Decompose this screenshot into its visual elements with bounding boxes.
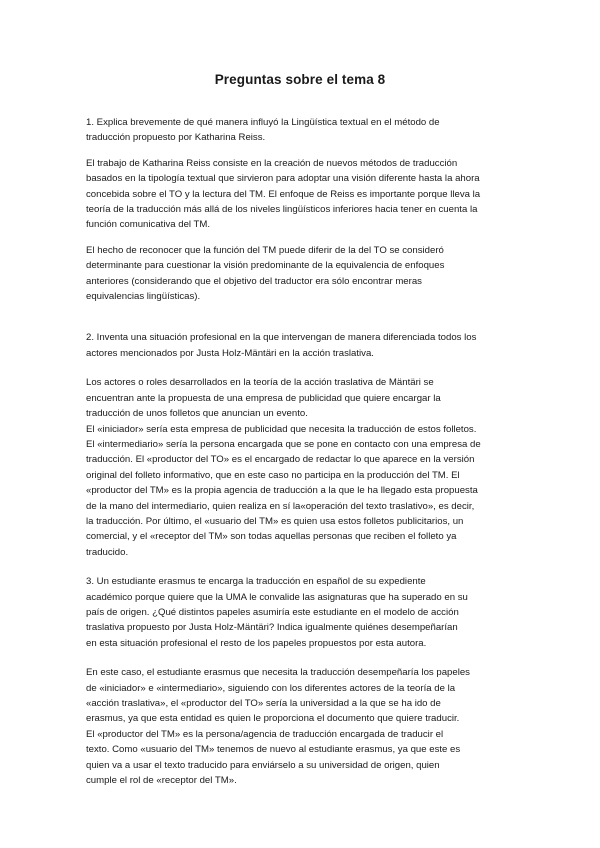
answer-line: teoría de la traducción más allá de los niveles lingüísticos inferiores hacia tener en cuenta la bbox=[86, 204, 478, 216]
answer-line: determinante para cuestionar la visión predominante de la equivalencia de enfoques bbox=[86, 260, 445, 272]
section-2 bbox=[86, 330, 514, 560]
answer-line: cumple el rol de «receptor del TM». bbox=[86, 775, 237, 787]
answer-line: texto. Como «usuario del TM» tenemos de nuevo al estudiante erasmus, ya que este es bbox=[86, 744, 461, 756]
question-3 bbox=[86, 574, 514, 651]
answer-line: El «iniciador» sería esta empresa de publicidad que necesita la traducción de estos folletos. bbox=[86, 423, 477, 435]
question-2 bbox=[86, 330, 514, 361]
answer-line: de «iniciador» e «intermediario», siguiendo con los diferentes actores de la teoría de la bbox=[86, 682, 456, 694]
section-3 bbox=[86, 574, 514, 788]
answer-line: función comunicativa del TM. bbox=[86, 219, 211, 231]
answer-1-paragraph-1 bbox=[86, 156, 514, 233]
question-3-line: país de origen. ¿Qué distintos papeles asumiría este estudiante en el modelo de acción bbox=[86, 606, 459, 618]
question-3-line: traslativa propuesto por Justa Holz-Mäntäri? Indica igualmente quiénes desempeñarían bbox=[86, 622, 458, 634]
answer-line: anteriores (considerando que el objetivo del traductor era sólo encontrar meras bbox=[86, 275, 422, 287]
answer-line: El «intermediario» sería la persona encargada que se pone en contacto con una empresa de bbox=[86, 438, 481, 450]
answer-line: encuentran ante la propuesta de una empresa de publicidad que quiere encargar la bbox=[86, 392, 441, 404]
question-1-line: 1. Explica brevemente de qué manera influyó la Lingüística textual en el método de bbox=[86, 117, 440, 128]
answer-line: la traducción. Por último, el «usuario del TM» es quien usa estos folletos publicitarios, un bbox=[86, 515, 464, 527]
answer-line: original del folleto informativo, que en este caso no participa en la producción del TM. El bbox=[86, 469, 460, 481]
answer-line: erasmus, ya que esta entidad es quien le proporciona el documento que quiere traducir. bbox=[86, 713, 460, 725]
question-3-line: en esta situación profesional el resto de los papeles propuestos por esta autora. bbox=[86, 637, 427, 649]
question-2-line: 2. Inventa una situación profesional en la que intervengan de manera diferenciada todos los bbox=[86, 332, 477, 344]
page-title: Preguntas sobre el tema 8 bbox=[214, 72, 386, 87]
question-1-line: traducción propuesto por Katharina Reiss. bbox=[86, 132, 266, 144]
answer-line: Los actores o roles desarrollados en la teoría de la acción traslativa de Mäntäri se bbox=[86, 377, 434, 389]
answer-1-paragraph-2 bbox=[86, 243, 514, 305]
question-1 bbox=[86, 115, 514, 146]
question-3-line: 3. Un estudiante erasmus te encarga la traducción en español de su expediente bbox=[86, 576, 426, 588]
answer-2-paragraph-1 bbox=[86, 375, 514, 560]
question-3-line: académico porque quiere que la UMA le convalide las asignaturas que ha superado en su bbox=[86, 591, 468, 603]
answer-line: equivalencias lingüísticas). bbox=[86, 291, 201, 303]
answer-line: El hecho de reconocer que la función del TM puede diferir de la del TO se consideró bbox=[86, 244, 444, 256]
answer-line: de la mano del intermediario, quien realiza en sí la«operación del texto traslativo», es decir, bbox=[86, 500, 475, 512]
answer-line: traducción. El «productor del TO» es el encargado de redactar lo que aparece en la versión bbox=[86, 454, 475, 466]
question-2-line: actores mencionados por Justa Holz-Mäntäri en la acción traslativa. bbox=[86, 347, 374, 359]
answer-line: concebida sobre el TO y la lectura del TM. El enfoque de Reiss es importante porque lleva la bbox=[86, 188, 481, 200]
answer-line: quien va a usar el texto traducido para enviárselo a su universidad de origen, quien bbox=[86, 759, 440, 771]
answer-line: «acción traslativa», el «productor del TO» sería la universidad a la que se ha ido de bbox=[86, 698, 441, 709]
answer-line: traducción de unos folletos que anuncian un evento. bbox=[86, 408, 308, 420]
answer-line: El trabajo de Katharina Reiss consiste en la creación de nuevos métodos de traducción bbox=[86, 157, 458, 169]
section-1 bbox=[86, 115, 514, 304]
answer-line: El «productor del TM» es la persona/agencia de traducción encargada de traducir el bbox=[86, 728, 444, 740]
answer-line: traducido. bbox=[86, 546, 129, 558]
answer-line: En este caso, el estudiante erasmus que necesita la traducción desempeñaría los papeles bbox=[86, 667, 470, 679]
answer-line: comercial, y el «receptor del TM» son todas aquellas personas que reciben el folleto ya bbox=[86, 531, 457, 543]
answer-3-paragraph-1 bbox=[86, 665, 514, 788]
answer-line: basados en la tipología textual que sirvieron para adoptar una visión diferente hasta la ahora bbox=[86, 173, 480, 185]
answer-line: «productor del TM» es la propia agencia de traducción a la que le ha llegado esta propuesta bbox=[86, 485, 478, 497]
